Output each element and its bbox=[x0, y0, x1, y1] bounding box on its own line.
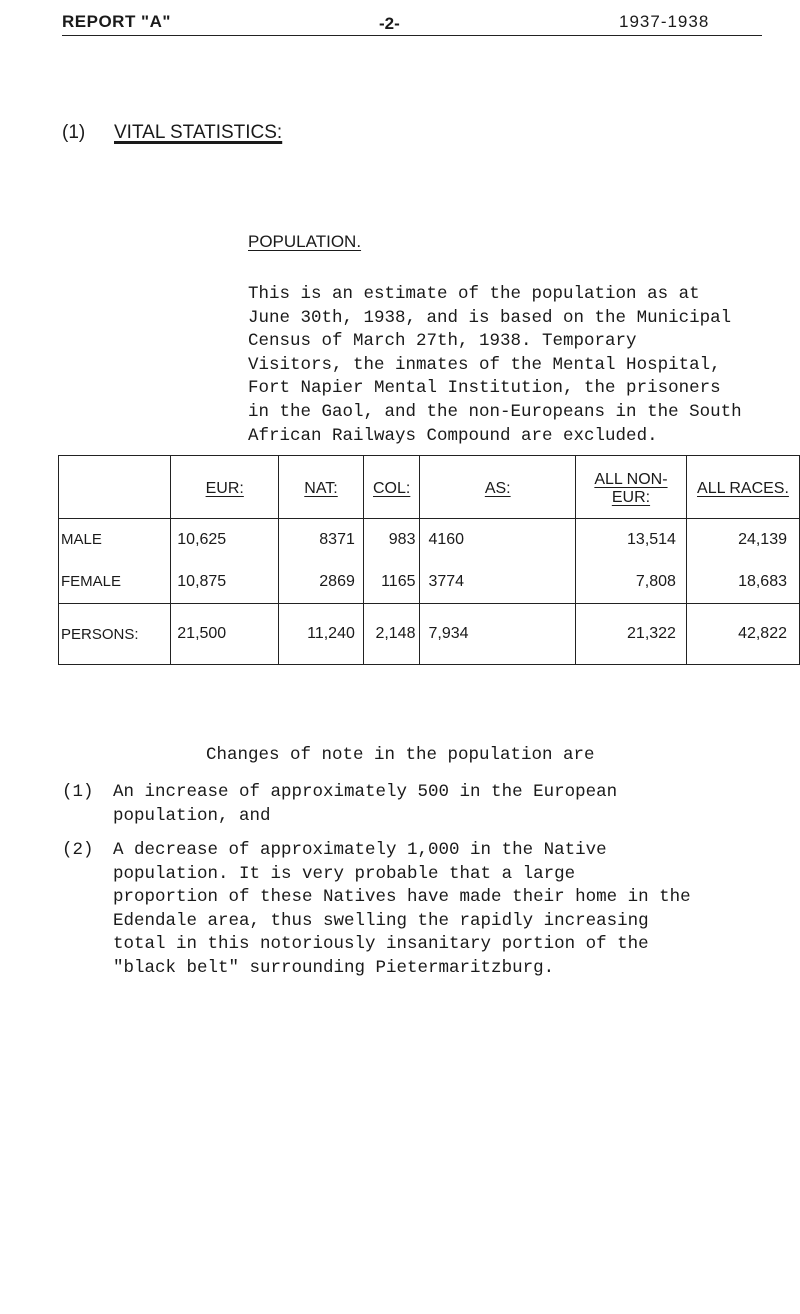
population-table bbox=[58, 455, 800, 665]
section-title: VITAL STATISTICS: bbox=[114, 122, 283, 143]
header-blank bbox=[59, 456, 171, 519]
female-as: 3774 bbox=[428, 573, 465, 590]
total-as: 7,934 bbox=[420, 604, 575, 665]
row-label-male: MALE bbox=[61, 531, 102, 548]
male-eur: 10,625 bbox=[177, 531, 227, 548]
female-all-non-eur: 7,808 bbox=[635, 573, 676, 590]
total-all-races: 42,822 bbox=[686, 604, 799, 665]
page-number: -2- bbox=[379, 14, 400, 33]
header-eur: EUR: bbox=[171, 456, 279, 519]
population-intro: This is an estimate of the population as at June 30th, 1938, and is based on the Municipal Census of March 27th, 1938. Temporary Visitors, the inmates of the Mental Hospital, Fort Napier Mental Institution, the prisoners in the Gaol, and the non-Europeans in the South African Railways Compound are excluded. bbox=[248, 284, 742, 446]
table-total-row bbox=[59, 604, 800, 665]
female-nat: 2869 bbox=[319, 573, 355, 590]
header-nat: NAT: bbox=[279, 456, 364, 519]
table-header-row bbox=[59, 456, 800, 519]
male-all-non-eur: 13,514 bbox=[627, 531, 676, 548]
male-col: 983 bbox=[388, 531, 416, 548]
population-heading: POPULATION. bbox=[248, 232, 362, 251]
total-col: 2,148 bbox=[363, 604, 420, 665]
report-years: 1937-1938 bbox=[619, 12, 710, 31]
item-number: (2) bbox=[62, 840, 94, 860]
row-label-female: FEMALE bbox=[61, 573, 122, 590]
total-label: PERSONS: bbox=[59, 604, 171, 665]
total-all-non-eur: 21,322 bbox=[575, 604, 686, 665]
header-col: COL: bbox=[363, 456, 420, 519]
female-all-races: 18,683 bbox=[738, 573, 787, 590]
male-as: 4160 bbox=[428, 531, 465, 548]
table-row bbox=[59, 519, 800, 604]
total-nat: 11,240 bbox=[279, 604, 364, 665]
header-as: AS: bbox=[420, 456, 575, 519]
header-rule bbox=[62, 35, 762, 36]
report-label: REPORT "A" bbox=[62, 12, 171, 31]
male-nat: 8371 bbox=[319, 531, 355, 548]
changes-intro: Changes of note in the population are bbox=[206, 745, 595, 765]
page-header bbox=[62, 8, 762, 40]
total-eur: 21,500 bbox=[171, 604, 279, 665]
header-all-non-eur: ALL NON-EUR: bbox=[575, 456, 686, 519]
item-number: (1) bbox=[62, 782, 94, 802]
section-heading bbox=[62, 122, 282, 144]
header-all-races: ALL RACES. bbox=[686, 456, 799, 519]
item-text: A decrease of approximately 1,000 in the Native population. It is very probable that a large proportion of these Natives have made their home in the Edendale area, thus swelling the rapidly increasing total in this notoriously insanitary portion of the "black belt" surrounding Pietermaritzburg. bbox=[113, 840, 691, 978]
population-table-wrap bbox=[58, 455, 800, 665]
item-text: An increase of approximately 500 in the European population, and bbox=[113, 782, 618, 826]
female-col: 1165 bbox=[381, 573, 416, 590]
female-eur: 10,875 bbox=[177, 573, 227, 590]
male-all-races: 24,139 bbox=[738, 531, 787, 548]
section-number: (1) bbox=[62, 122, 86, 143]
